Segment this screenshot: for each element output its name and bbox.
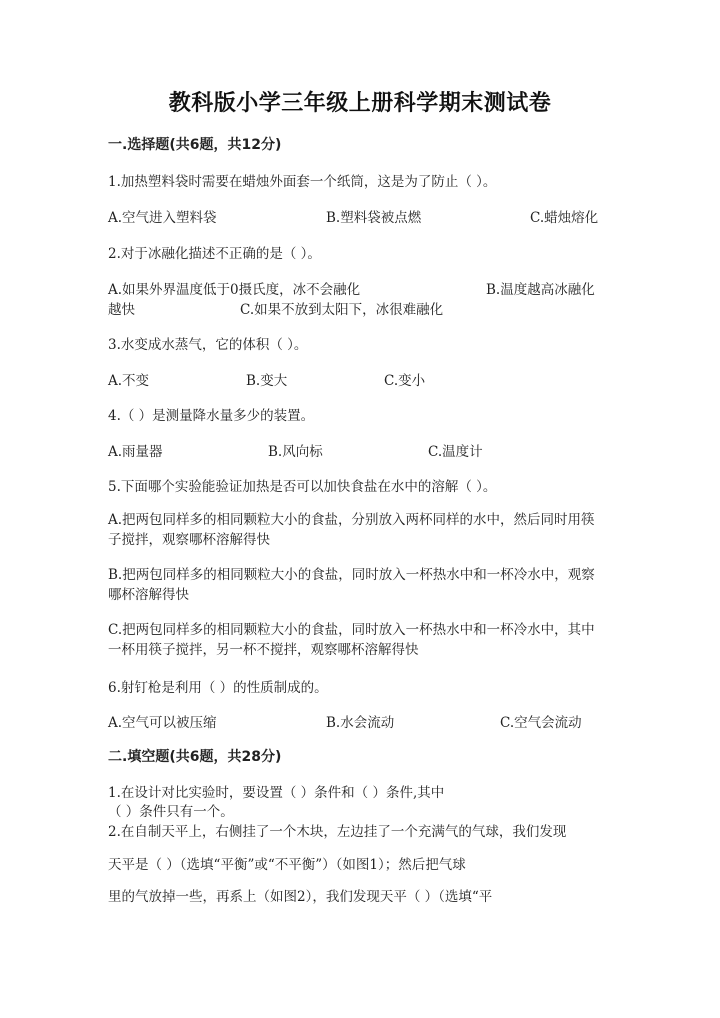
question-1-option-b: B.塑料袋被点燃 [326, 210, 422, 226]
question-4-option-b: B.风向标 [268, 444, 323, 460]
question-5-option-a: A.把两包同样多的相同颗粒大小的食盐，分别放入两杯同样的水中，然后同时用筷子搅拌，观察哪杯溶解得快 [108, 512, 595, 548]
question-5-option-c: C.把两包同样多的相同颗粒大小的食盐，同时放入一杯热水中和一杯冷水中，其中一杯用筷子搅拌，另一杯不搅拌，观察哪杯溶解得快 [108, 622, 595, 658]
page-title: 教科版小学三年级上册科学期末测试卷 [168, 91, 552, 116]
question-6: 6.射钉枪是利用（ ）的性质制成的。 [108, 680, 328, 696]
question-4-option-c: C.温度计 [428, 444, 483, 460]
question-6-option-a: A.空气可以被压缩 [108, 715, 217, 731]
section-header-choice: 一.选择题(共6题，共12分) [108, 137, 282, 153]
question-3-option-c: C.变小 [384, 373, 426, 389]
fill-question-2-line-2: 天平是（ ）（选填“平衡”或“不平衡”）（如图1）；然后把气球 [108, 857, 466, 873]
question-2-option-b-cont: 越快 [108, 302, 135, 318]
question-2-option-c: C.如果不放到太阳下，冰很难融化 [240, 302, 444, 318]
question-4: 4.（ ）是测量降水量多少的装置。 [108, 408, 315, 424]
question-4-option-a: A.雨量器 [108, 444, 163, 460]
fill-question-2-line-1: 2.在自制天平上，右侧挂了一个木块，左边挂了一个充满气的气球，我们发现 [108, 824, 567, 840]
fill-question-1-line-2: （ ）条件只有一个。 [108, 804, 234, 820]
fill-question-2-line-3: 里的气放掉一些，再系上（如图2），我们发现天平（ ）（选填“平 [108, 889, 493, 905]
question-2-option-b: B.温度越高冰融化 [486, 282, 595, 298]
section-header-fill: 二.填空题(共6题，共28分) [108, 749, 282, 765]
question-1: 1.加热塑料袋时需要在蜡烛外面套一个纸筒，这是为了防止（ ）。 [108, 174, 497, 190]
question-2: 2.对于冰融化描述不正确的是（ ）。 [108, 246, 321, 262]
question-1-option-a: A.空气进入塑料袋 [108, 210, 217, 226]
question-3-option-a: A.不变 [108, 373, 150, 389]
question-6-option-b: B.水会流动 [326, 715, 395, 731]
question-1-option-c: C.蜡烛熔化 [530, 210, 599, 226]
fill-question-1-line-1: 1.在设计对比实验时，要设置（ ）条件和（ ）条件,其中 [108, 785, 445, 801]
question-5-option-b: B.把两包同样多的相同颗粒大小的食盐，同时放入一杯热水中和一杯冷水中，观察哪杯溶解得快 [108, 567, 595, 603]
question-6-option-c: C.空气会流动 [500, 715, 582, 731]
question-3-option-b: B.变大 [246, 373, 288, 389]
question-5: 5.下面哪个实验能验证加热是否可以加快食盐在水中的溶解（ ）。 [108, 479, 497, 495]
question-2-option-a: A.如果外界温度低于0摄氏度，冰不会融化 [108, 282, 361, 298]
question-3: 3.水变成水蒸气，它的体积（ ）。 [108, 337, 308, 353]
